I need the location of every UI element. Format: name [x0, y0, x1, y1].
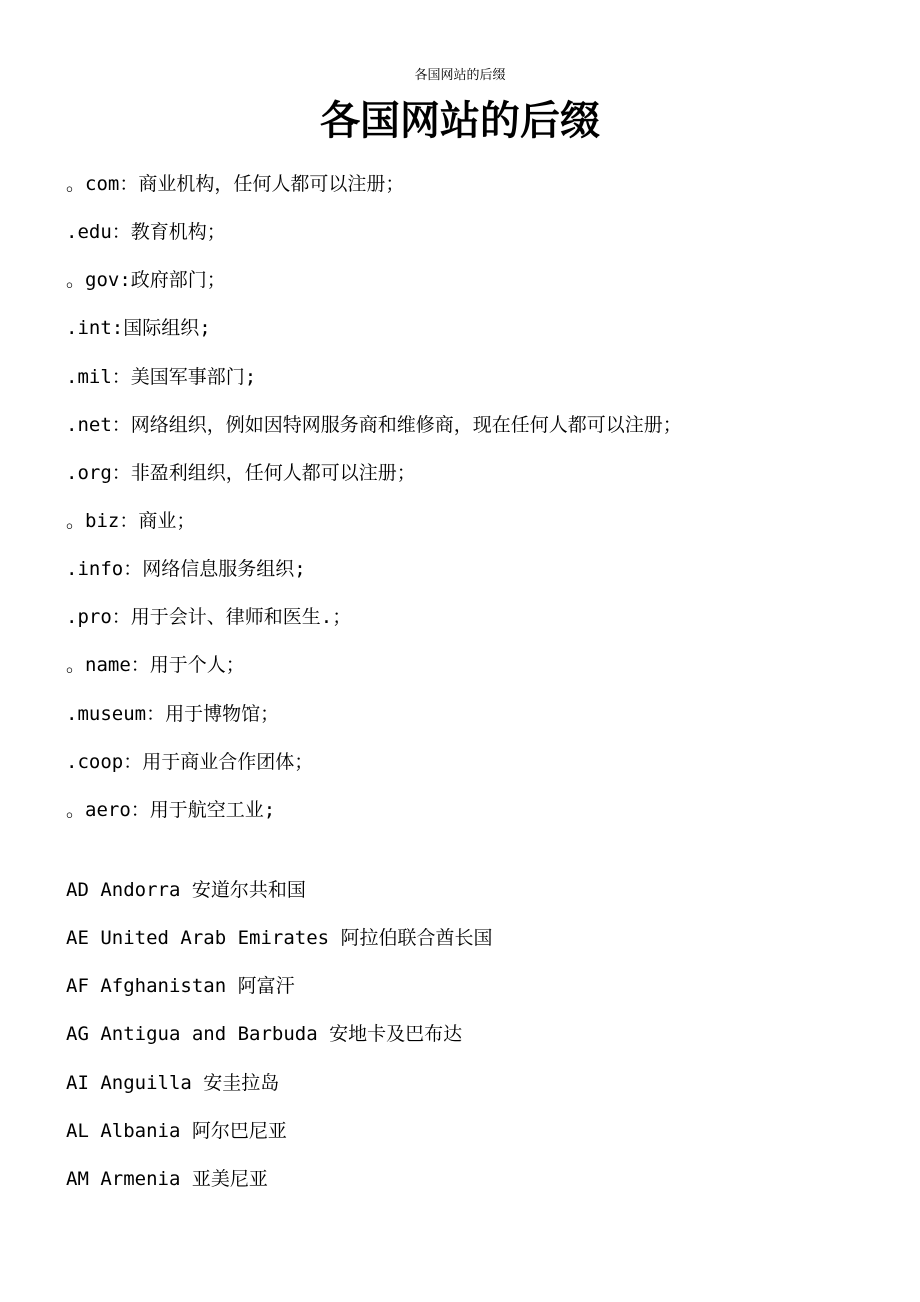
country-entry-af: AF Afghanistan 阿富汗 — [66, 975, 295, 998]
domain-entry-com: 。com：商业机构，任何人都可以注册； — [66, 173, 405, 195]
domain-entry-edu: .edu：教育机构； — [66, 221, 226, 244]
domain-entry-museum: .museum：用于博物馆； — [66, 702, 280, 725]
domain-entry-biz: 。biz：商业； — [66, 509, 196, 532]
country-entry-ag: AG Antigua and Barbuda 安地卡及巴布达 — [66, 1023, 463, 1046]
domain-entry-mil: .mil：美国军事部门; — [66, 365, 257, 388]
domain-entry-int: .int:国际组织; — [66, 317, 211, 340]
running-header: 各国网站的后缀 — [414, 68, 506, 83]
domain-entry-org: .org：非盈利组织，任何人都可以注册； — [66, 461, 416, 484]
page-title: 各国网站的后缀 — [320, 98, 600, 144]
country-entry-al: AL Albania 阿尔巴尼亚 — [66, 1119, 287, 1142]
domain-entry-coop: .coop：用于商业合作团体； — [66, 750, 314, 773]
country-entry-ae: AE United Arab Emirates 阿拉伯联合酋长国 — [66, 927, 493, 950]
domain-entry-name: 。name：用于个人； — [66, 654, 245, 677]
country-entry-ad: AD Andorra 安道尔共和国 — [66, 878, 306, 901]
country-entry-am: AM Armenia 亚美尼亚 — [66, 1167, 268, 1190]
domain-entry-pro: .pro：用于会计、律师和医生.； — [66, 606, 352, 629]
domain-entry-gov: 。gov:政府部门； — [66, 269, 226, 292]
domain-entry-net: .net：网络组织，例如因特网服务商和维修商，现在任何人都可以注册； — [66, 413, 682, 436]
domain-entry-aero: 。aero：用于航空工业; — [66, 798, 276, 821]
domain-entry-info: .info：网络信息服务组织; — [66, 558, 306, 581]
country-entry-ai: AI Anguilla 安圭拉岛 — [66, 1071, 280, 1094]
entry-list — [66, 168, 886, 1211]
